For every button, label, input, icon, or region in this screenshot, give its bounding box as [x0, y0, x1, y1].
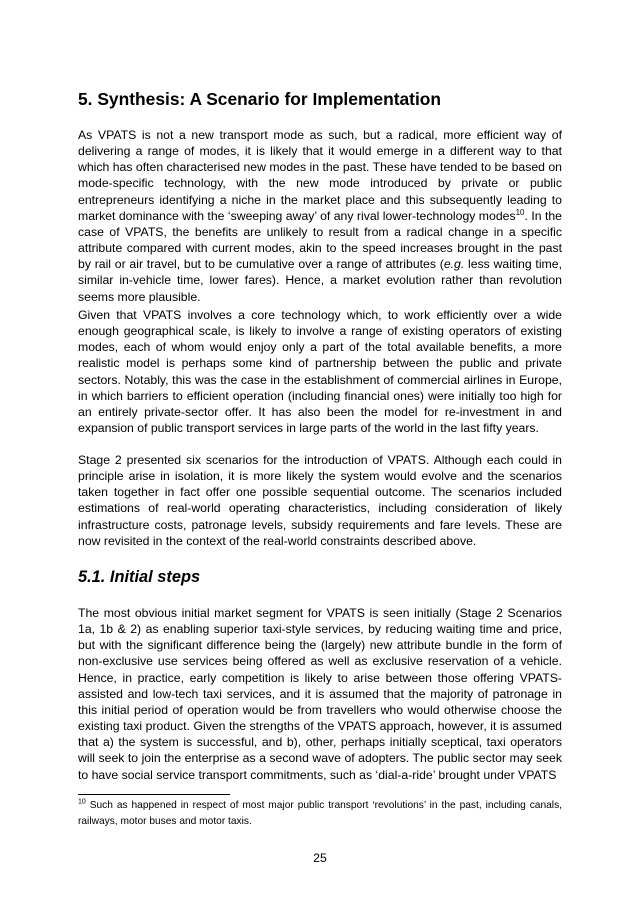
- footnote-text: Such as happened in respect of most major public transport ‘revolutions’ in the past, including canals, railways, motor buses and motor taxis.: [78, 800, 562, 827]
- page-number: 25: [313, 851, 327, 865]
- subsection-heading: 5.1. Initial steps: [78, 568, 201, 586]
- paragraph-1-text-b: . In the case of VPATS, the benefits are unlikely to result from a radical change in a specific attribute compared with current modes, akin to the speed increases brought in the past by rail or air travel, but to be cumulative over a range of attributes (: [78, 208, 563, 272]
- paragraph-1-text-a: As VPATS is not a new transport mode as such, but a radical, more efficient way of delivering a range of modes, it is likely that it would emerge in a different way to that which has often characterised new modes in the past. These have tended to be based on mode-specific technology, with the new mode introduced by private or public entrepreneurs identifying a niche in the market place and this subsequently leading to market dominance with the ‘sweeping away’ of any rival lower-technology modes: [78, 128, 562, 223]
- footnote-ref[interactable]: 10: [515, 207, 525, 217]
- footnote-divider: [78, 794, 230, 795]
- paragraph-1: [78, 127, 562, 305]
- eg-abbrev: e.g.: [443, 257, 465, 272]
- paragraph-3: Stage 2 presented six scenarios for the introduction of VPATS. Although each could in principle arise in isolation, it is more likely the system would evolve and the scenarios taken together in fact offer one possible sequential outcome. The scenarios included estimations of real-world operating characteristics, including consideration of likely infrastructure costs, patronage levels, subsidy requirements and fare levels. These are now revisited in the context of the real-world constraints described above.: [78, 453, 562, 548]
- footnote: [78, 798, 562, 829]
- paragraph-1-text-c: less waiting time, similar in-vehicle time, lower fares). Hence, a market evolution rather than revolution seems more plausible.: [78, 257, 562, 304]
- footnote-number: 10: [78, 798, 86, 806]
- paragraph-4: The most obvious initial market segment for VPATS is seen initially (Stage 2 Scenarios 1a, 1b & 2) as enabling superior taxi-style services, by reducing waiting time and price, but with the significant difference being the (largely) new attribute bundle in the form of non-exclusive use services being offered as well as exclusive reservation of a vehicle. Hence, in practice, early competition is likely to arise between those offering VPATS-assisted and low-tech taxi services, and it is assumed that the majority of patronage in this initial period of operation would be from travellers who would otherwise choose the existing taxi product. Given the strengths of the VPATS approach, however, it is assumed that a) the system is successful, and b), other, perhaps initially sceptical, taxi operators will seek to join the enterprise as a second wave of adopters. The public sector may seek to have social service transport commitments, such as ‘dial-a-ride’ brought under VPATS: [78, 606, 562, 782]
- section-heading: 5. Synthesis: A Scenario for Implementation: [78, 89, 442, 109]
- paragraph-2: Given that VPATS involves a core technology which, to work efficiently over a wide enough geographical scale, is likely to involve a range of existing operators of existing modes, each of whom would enjoy only a part of the total available benefits, a more realistic model is perhaps some kind of partnership between the public and private sectors. Notably, this was the case in the establishment of commercial airlines in Europe, in which barriers to efficient operation (including financial ones) were initially too high for an entirely private-sector offer. It has also been the model for re-investment in and expansion of public transport services in large parts of the world in the last fifty years.: [78, 308, 562, 436]
